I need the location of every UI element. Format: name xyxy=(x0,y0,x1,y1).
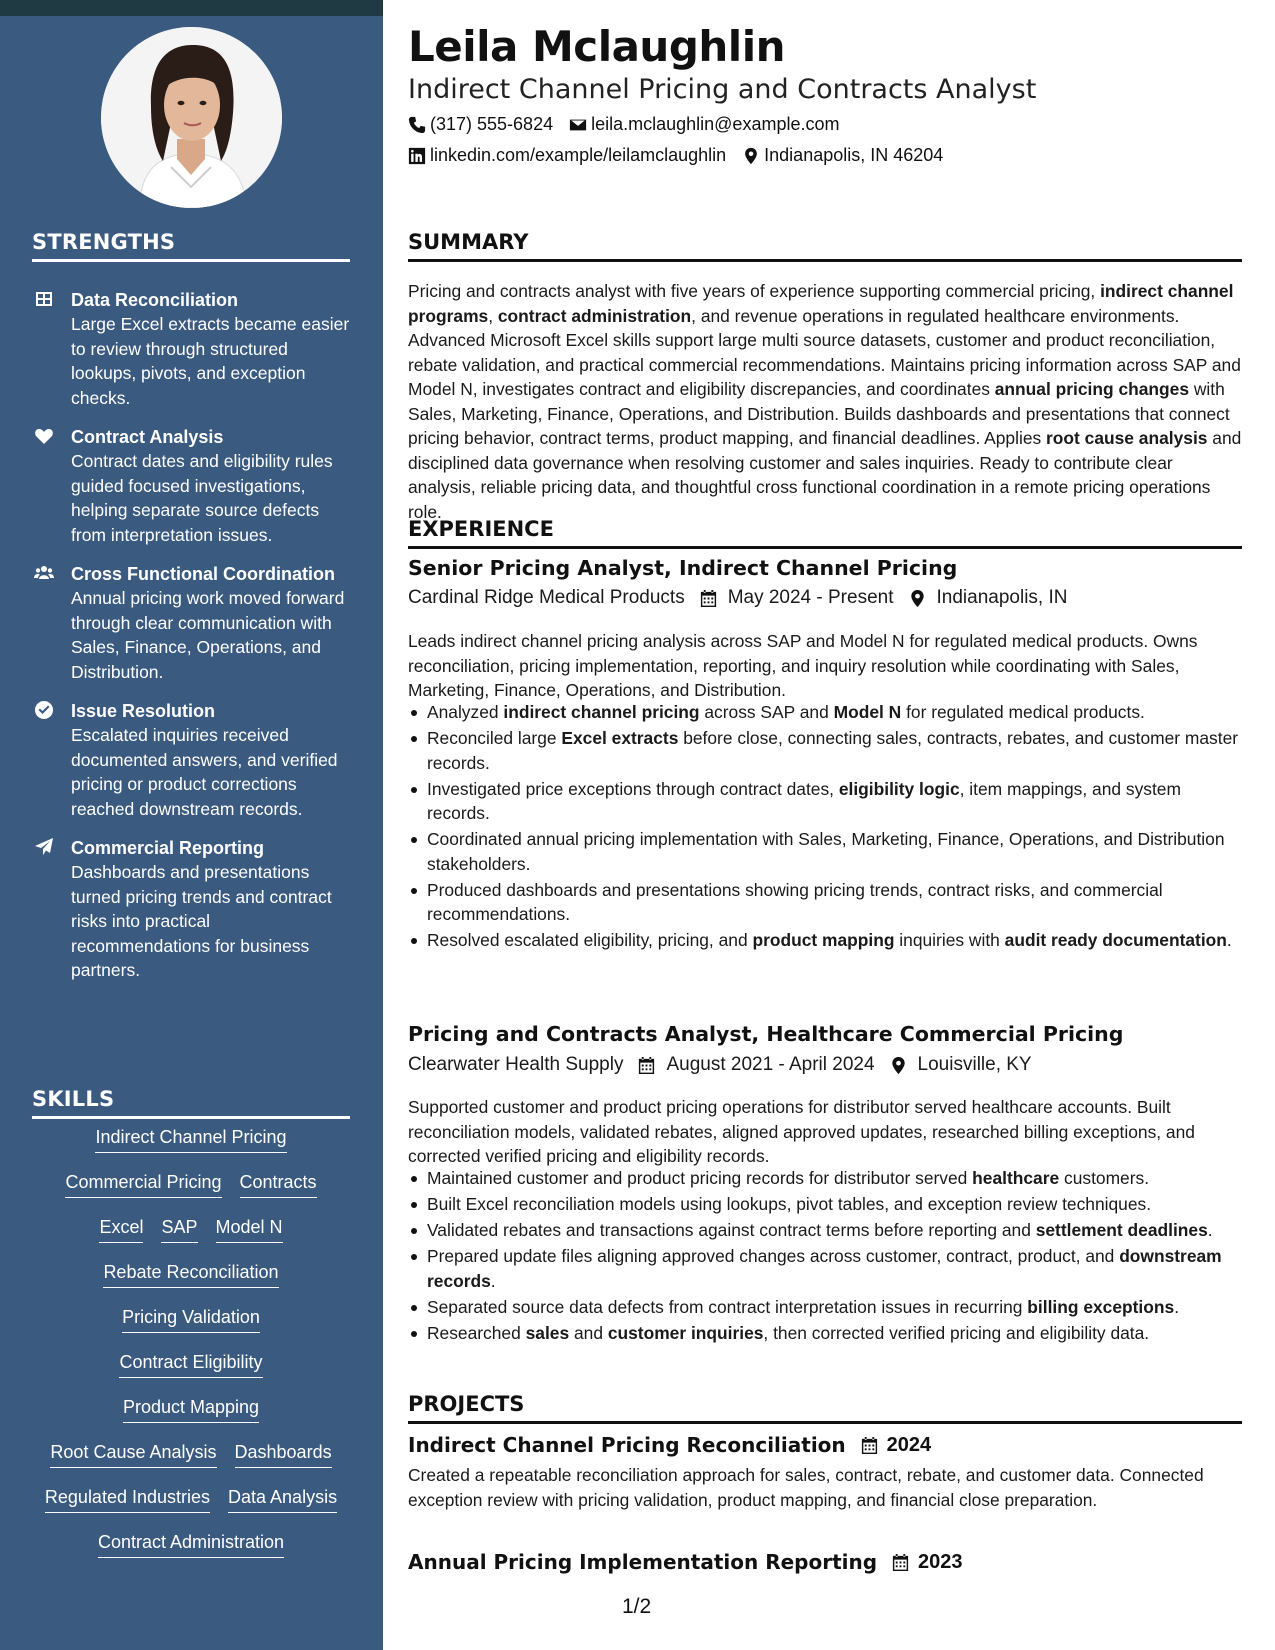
job-location: Louisville, KY xyxy=(917,1054,1032,1075)
summary-heading: SUMMARY xyxy=(408,230,1242,262)
profile-photo xyxy=(101,27,282,208)
project-description: Created a repeatable reconciliation approach for sales, contract, rebate, and customer data. Connected exception review with pricing validation, product mapping, and financial close preparation. xyxy=(408,1465,1204,1510)
calendar-icon xyxy=(860,1436,879,1455)
phone-text: (317) 555-6824 xyxy=(430,114,554,134)
bullet-item: Reconciled large Excel extracts before close, connecting sales, contracts, rebates, and customer master records. xyxy=(408,726,1242,775)
linkedin-contact[interactable] xyxy=(408,145,726,166)
project-title: Annual Pricing Implementation Reporting xyxy=(408,1550,878,1574)
strength-description: Annual pricing work moved forward through clear communication with Sales, Finance, Operations, and Distribution. xyxy=(71,588,345,682)
job-bullets xyxy=(408,1166,1242,1347)
bullet-item: Maintained customer and product pricing records for distributor served healthcare customers. xyxy=(408,1166,1242,1191)
company-name: Cardinal Ridge Medical Products xyxy=(408,587,685,608)
bullet-item: Coordinated annual pricing implementation with Sales, Marketing, Finance, Operations, and Distribution stakeholders. xyxy=(408,827,1242,876)
project-year: 2023 xyxy=(918,1550,963,1573)
calendar-icon xyxy=(891,1553,910,1572)
strengths-heading: STRENGTHS xyxy=(32,230,350,262)
job-summary: Leads indirect channel pricing analysis across SAP and Model N for regulated medical products. Owns reconciliation, pricing implementation, reporting, and inquiry resolution while coordinating with Sales, Marketing, Finance, Operations, and Distribution. xyxy=(408,631,1198,700)
projects-heading: PROJECTS xyxy=(408,1392,1242,1424)
strength-title: Issue Resolution xyxy=(71,701,216,721)
envelope-icon xyxy=(569,116,587,134)
bullet-item: Investigated price exceptions through contract dates, eligibility logic, item mappings, and system records. xyxy=(408,777,1242,826)
skill-tag: Root Cause Analysis xyxy=(50,1440,216,1468)
skills-list xyxy=(32,1125,350,1575)
map-pin-icon xyxy=(889,1056,908,1075)
bullet-item: Researched sales and customer inquiries, then corrected verified pricing and eligibility data. xyxy=(408,1321,1242,1346)
sidebar xyxy=(0,0,383,1650)
project-title: Indirect Channel Pricing Reconciliation xyxy=(408,1433,846,1457)
job-title-headline: Indirect Channel Pricing and Contracts Analyst xyxy=(408,74,1037,105)
skill-tag: Contracts xyxy=(240,1170,317,1198)
location-text: Indianapolis, IN 46204 xyxy=(764,145,944,165)
company-name: Clearwater Health Supply xyxy=(408,1054,624,1075)
users-icon xyxy=(34,563,54,583)
strength-description: Contract dates and eligibility rules guided focused investigations, helping separate source defects from interpretation issues. xyxy=(71,451,333,545)
linkedin-text: linkedin.com/example/leilamclaughlin xyxy=(430,145,727,165)
calendar-icon xyxy=(699,589,718,608)
bullet-item: Analyzed indirect channel pricing across SAP and Model N for regulated medical products. xyxy=(408,700,1242,725)
map-pin-icon xyxy=(908,589,927,608)
skill-tag: Pricing Validation xyxy=(122,1305,260,1333)
page-number: 1/2 xyxy=(622,1595,652,1618)
project-title-row xyxy=(408,1433,931,1457)
skills-heading: SKILLS xyxy=(32,1087,350,1119)
experience-heading: EXPERIENCE xyxy=(408,517,1242,549)
strength-title: Cross Functional Coordination xyxy=(71,564,335,584)
strength-title: Commercial Reporting xyxy=(71,838,265,858)
skill-tag: Product Mapping xyxy=(123,1395,259,1423)
calendar-icon xyxy=(637,1056,656,1075)
job-location: Indianapolis, IN xyxy=(936,587,1068,608)
strength-item xyxy=(32,699,350,821)
job-summary: Supported customer and product pricing operations for distributor served healthcare accounts. Built reconciliation models, validated rebates, aligned approved updates, researched billing exceptions, and corrected verified pricing and eligibility records. xyxy=(408,1097,1195,1166)
candidate-name: Leila Mclaughlin xyxy=(408,22,785,71)
skill-tag: Commercial Pricing xyxy=(65,1170,221,1198)
job-title: Pricing and Contracts Analyst, Healthcare Commercial Pricing xyxy=(408,1022,1124,1046)
bullet-item: Separated source data defects from contract interpretation issues in recurring billing exceptions. xyxy=(408,1295,1242,1320)
strength-description: Escalated inquiries received documented answers, and verified pricing or product corrections reached downstream records. xyxy=(71,725,338,819)
job-meta xyxy=(408,587,1067,609)
location-contact xyxy=(742,145,943,166)
strengths-list xyxy=(32,288,350,998)
heart-icon xyxy=(34,426,54,446)
bullet-item: Prepared update files aligning approved changes across customer, contract, product, and downstream records. xyxy=(408,1244,1242,1293)
skill-tag: Indirect Channel Pricing xyxy=(95,1125,286,1153)
strength-title: Contract Analysis xyxy=(71,427,224,447)
project-year: 2024 xyxy=(886,1433,932,1456)
sidebar-top-bar xyxy=(0,0,383,16)
contact-row xyxy=(408,114,839,135)
job-bullets xyxy=(408,700,1242,954)
skill-tag: Data Analysis xyxy=(228,1485,337,1513)
check-circle-icon xyxy=(34,700,54,720)
bullet-item: Built Excel reconciliation models using lookups, pivot tables, and exception review techniques. xyxy=(408,1192,1242,1217)
contact-row xyxy=(408,145,943,166)
linkedin-icon xyxy=(408,147,426,165)
table-icon xyxy=(34,289,54,309)
bullet-item: Produced dashboards and presentations showing pricing trends, contract risks, and commercial recommendations. xyxy=(408,878,1242,927)
skill-tag: Contract Eligibility xyxy=(119,1350,262,1378)
paper-plane-icon xyxy=(34,837,54,857)
skill-tag: Dashboards xyxy=(235,1440,332,1468)
job-meta xyxy=(408,1054,1032,1076)
strength-item xyxy=(32,836,350,983)
strength-title: Data Reconciliation xyxy=(71,290,239,310)
strength-description: Large Excel extracts became easier to review through structured lookups, pivots, and exception checks. xyxy=(71,314,350,408)
email-contact[interactable] xyxy=(569,114,839,135)
skill-tag: Contract Administration xyxy=(98,1530,284,1558)
map-pin-icon xyxy=(742,147,760,165)
skill-tag: Excel xyxy=(99,1215,143,1243)
skill-tag: Rebate Reconciliation xyxy=(103,1260,278,1288)
phone-icon xyxy=(408,116,426,134)
job-title: Senior Pricing Analyst, Indirect Channel Pricing xyxy=(408,556,958,580)
job-dates: August 2021 - April 2024 xyxy=(666,1054,875,1075)
job-dates: May 2024 - Present xyxy=(727,587,894,608)
skill-tag: SAP xyxy=(161,1215,197,1243)
strength-description: Dashboards and presentations turned pricing trends and contract risks into practical recommendations for business partners. xyxy=(71,862,332,980)
strength-item xyxy=(32,562,350,684)
phone-contact[interactable] xyxy=(408,114,553,135)
summary-text: Pricing and contracts analyst with five years of experience supporting commercial pricing, indirect channel programs, contract administration, and revenue operations in regulated healthcare environments. Advanced Microsoft Excel skills support large multi source datasets, customer and product reconciliation, rebate validation, and practical commercial recommendations. Maintains pricing information across SAP and Model N, investigates contract and eligibility discrepancies, and coordinates annual pricing changes with Sales, Marketing, Finance, Operations, and Distribution. Builds dashboards and presentations that connect pricing behavior, contract terms, product mapping, and financial deadlines. Applies root cause analysis and disciplined data governance when resolving customer and sales inquiries. Ready to contribute clear analysis, reliable pricing data, and thoughtful cross functional coordination in a remote pricing operations role. xyxy=(408,281,1242,522)
skill-tag: Regulated Industries xyxy=(45,1485,210,1513)
project-title-row xyxy=(408,1550,963,1574)
strength-item xyxy=(32,425,350,547)
strength-item xyxy=(32,288,350,410)
skill-tag: Model N xyxy=(216,1215,283,1243)
bullet-item: Resolved escalated eligibility, pricing, and product mapping inquiries with audit ready documentation. xyxy=(408,928,1242,953)
email-text: leila.mclaughlin@example.com xyxy=(591,114,840,134)
bullet-item: Validated rebates and transactions against contract terms before reporting and settlement deadlines. xyxy=(408,1218,1242,1243)
